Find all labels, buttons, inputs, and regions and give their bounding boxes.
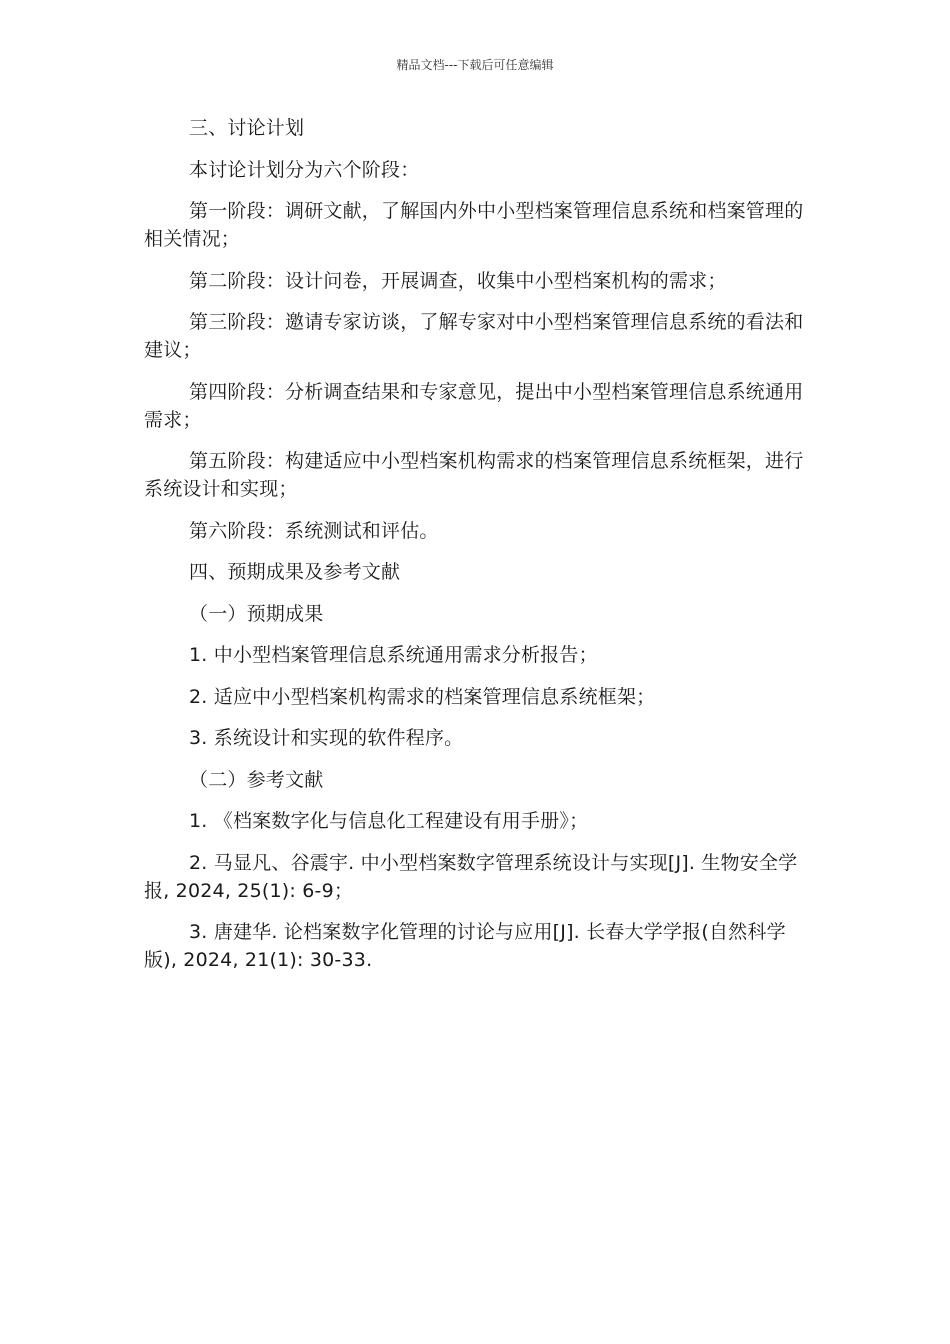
page-header: 精品文档---下载后可任意编辑	[396, 58, 554, 72]
plan-stage-6: 第六阶段：系统测试和评估。	[189, 519, 439, 542]
subheading-expected-results: （一）预期成果	[189, 602, 324, 625]
plan-stage-2: 第二阶段：设计问卷，开展调查，收集中小型档案机构的需求；	[189, 269, 727, 292]
result-item-2: 2. 适应中小型档案机构需求的档案管理信息系统框架；	[189, 685, 656, 708]
document-body	[144, 114, 810, 988]
reference-item-2: 2. 马显凡、谷震宇. 中小型档案数字管理系统设计与实现[J]. 生物安全学报, 2024, 25(1): 6-9；	[144, 851, 798, 902]
result-item-1: 1. 中小型档案管理信息系统通用需求分析报告；	[189, 644, 598, 666]
plan-stage-5: 第五阶段：构建适应中小型档案机构需求的档案管理信息系统框架，进行系统设计和实现；	[144, 450, 804, 500]
reference-item-1: 1. 《档案数字化与信息化工程建设有用手册》；	[189, 810, 589, 832]
plan-intro: 本讨论计划分为六个阶段：	[189, 158, 420, 181]
section-heading-results: 四、预期成果及参考文献	[189, 561, 401, 583]
result-item-3: 3. 系统设计和实现的软件程序。	[189, 727, 464, 749]
plan-stage-4: 第四阶段：分析调查结果和专家意见，提出中小型档案管理信息系统通用需求；	[144, 380, 804, 431]
subheading-references: （二）参考文献	[189, 768, 324, 791]
plan-stage-1: 第一阶段：调研文献，了解国内外中小型档案管理信息系统和档案管理的相关情况；	[144, 200, 804, 250]
reference-item-3: 3. 唐建华. 论档案数字化管理的讨论与应用[J]. 长春大学学报(自然科学版), 2024, 21(1): 30-33.	[144, 921, 786, 971]
section-heading-plan: 三、讨论计划	[189, 117, 305, 139]
plan-stage-3: 第三阶段：邀请专家访谈，了解专家对中小型档案管理信息系统的看法和建议；	[144, 311, 804, 361]
